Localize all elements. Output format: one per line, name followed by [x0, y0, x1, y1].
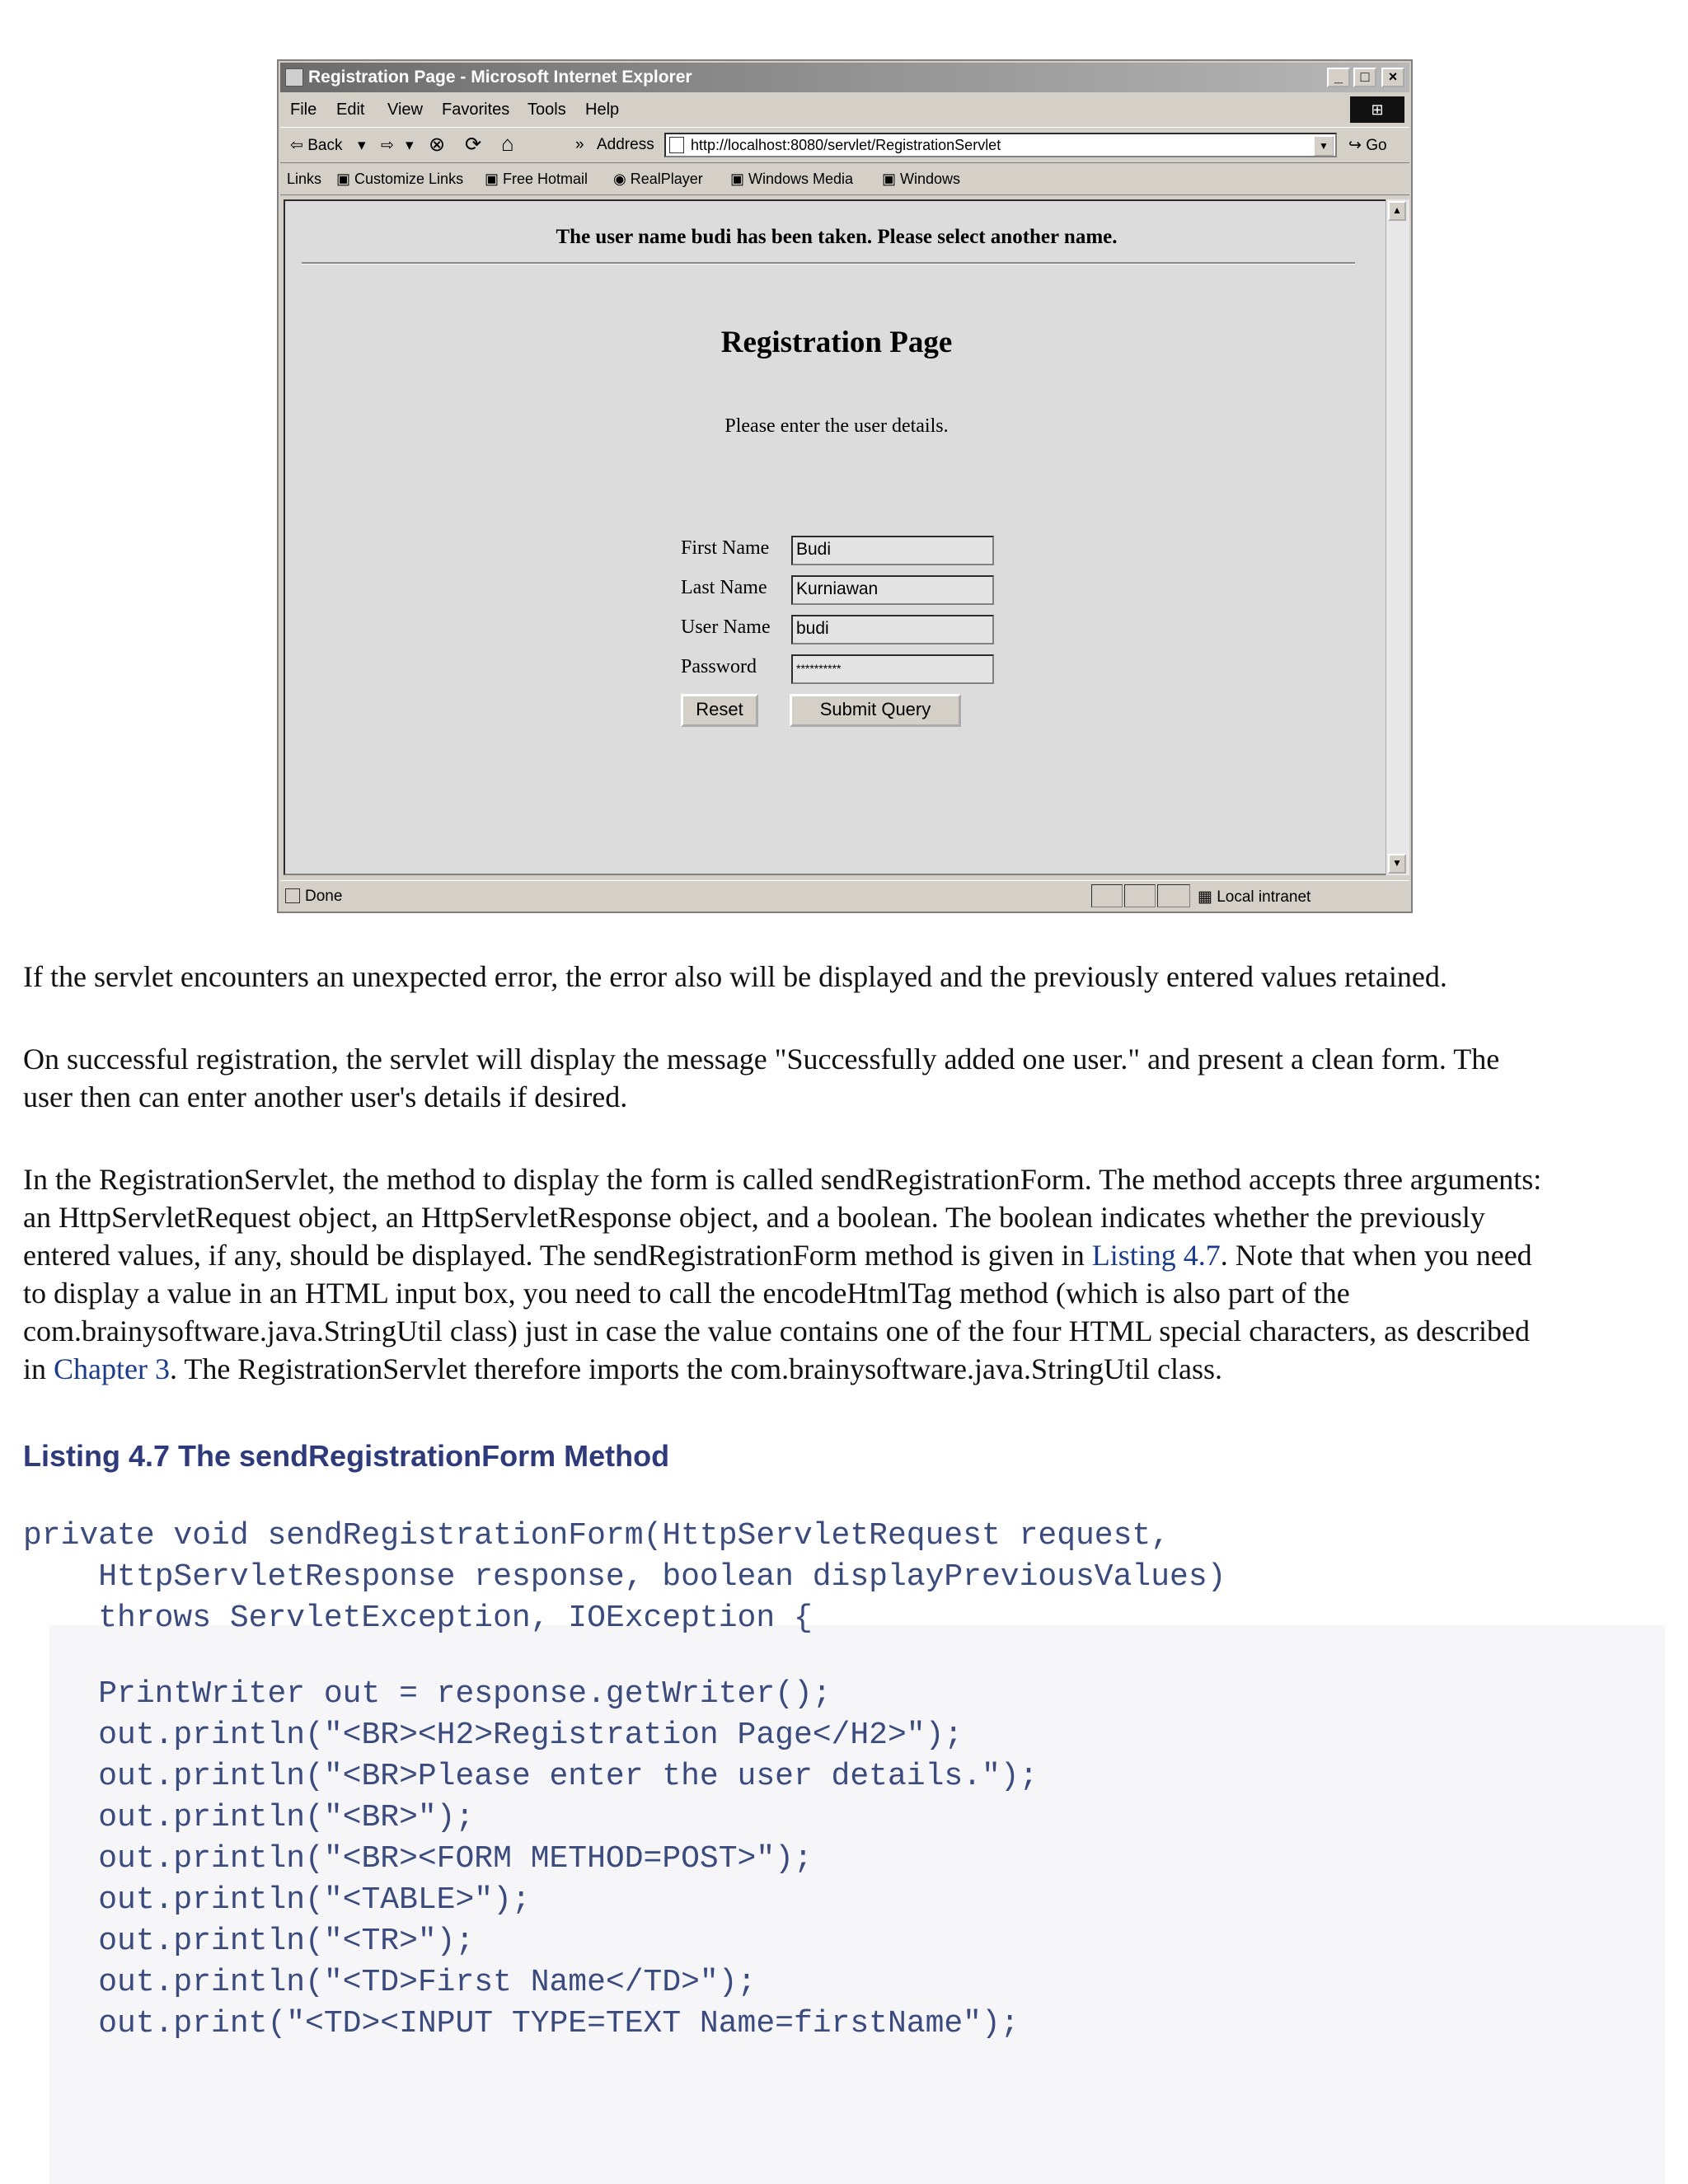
menu-edit[interactable]: Edit	[336, 101, 365, 119]
first-name-label: First Name	[681, 537, 770, 559]
link-customize-links[interactable]: ▣ Customize Links	[336, 171, 464, 187]
address-input[interactable]	[664, 133, 1337, 157]
status-text: Done	[305, 888, 343, 905]
code-line: out.println("<TD>First Name</TD>");	[23, 1965, 757, 2000]
go-arrow-icon: ↪	[1348, 137, 1362, 154]
status-panel	[1124, 884, 1156, 907]
link-windows[interactable]: ▣ Windows	[882, 171, 961, 187]
back-dropdown-icon[interactable]: ▾	[358, 137, 366, 154]
scroll-up-icon[interactable]: ▲	[1388, 201, 1406, 221]
user-name-label: User Name	[681, 616, 771, 638]
text-segment: . The RegistrationServlet therefore imports the com.brainysoftware.java.StringUtil class.	[169, 1352, 1222, 1385]
close-button[interactable]: ×	[1381, 68, 1404, 87]
page-done-icon	[285, 888, 300, 903]
text-line: an HttpServletRequest object, an HttpServletResponse object, and a boolean. The boolean indicates whether the previously	[23, 1201, 1485, 1234]
back-button[interactable]: ⇦ Back	[290, 137, 343, 154]
menu-favorites[interactable]: Favorites	[442, 101, 510, 119]
last-name-label: Last Name	[681, 577, 767, 598]
window-title: Registration Page - Microsoft Internet Explorer	[308, 68, 692, 87]
code-line: HttpServletResponse response, boolean displayPreviousValues)	[23, 1559, 1226, 1595]
error-message: The user name budi has been taken. Please select another name.	[556, 226, 1118, 248]
listing-4-7-link[interactable]: Listing 4.7	[1091, 1239, 1221, 1272]
code-line: out.println("<BR><H2>Registration Page</H2>");	[23, 1718, 964, 1753]
toolbar-overflow-chevron[interactable]: »	[575, 136, 584, 153]
stop-icon[interactable]: ⊗	[429, 134, 446, 156]
address-label: Address	[597, 136, 654, 153]
links-label: Links	[287, 171, 322, 187]
page-viewport	[284, 199, 1390, 875]
text-line	[23, 1350, 1663, 1388]
address-dropdown-icon[interactable]: ▼	[1314, 136, 1334, 156]
code-line: out.println("<BR>");	[23, 1800, 475, 1835]
password-label: Password	[681, 656, 757, 677]
vertical-scrollbar[interactable]	[1386, 199, 1409, 875]
link-label: Windows Media	[748, 171, 854, 187]
menu-bar	[280, 94, 1409, 125]
security-zone	[1198, 888, 1311, 907]
menu-file[interactable]: File	[290, 101, 317, 119]
code-line: PrintWriter out = response.getWriter();	[23, 1676, 832, 1712]
reset-button[interactable]: Reset	[681, 694, 758, 727]
last-name-input[interactable]: Kurniawan	[791, 575, 994, 605]
forward-dropdown-icon[interactable]: ▾	[406, 137, 414, 154]
address-value: http://localhost:8080/servlet/RegistrationServlet	[691, 137, 1001, 153]
status-panel	[1157, 884, 1190, 907]
code-line: out.println("<TABLE>");	[23, 1882, 531, 1918]
submit-query-button[interactable]: Submit Query	[790, 694, 961, 727]
text-line: user then can enter another user's details if desired.	[23, 1080, 628, 1113]
links-bar	[280, 163, 1409, 195]
text-segment: . Note that when you need	[1220, 1239, 1532, 1272]
code-line: private void sendRegistrationForm(HttpServletRequest request,	[23, 1518, 1170, 1554]
forward-button[interactable]: ⇨	[381, 137, 394, 154]
paragraph-send-registration-form	[23, 1160, 1663, 1388]
link-windows-media[interactable]: ▣ Windows Media	[730, 171, 854, 187]
status-panel	[1091, 884, 1123, 907]
intranet-icon: ▦	[1198, 888, 1212, 906]
link-realplayer[interactable]: ◉ RealPlayer	[613, 171, 703, 187]
text-line: In the RegistrationServlet, the method to display the form is called sendRegistrationForm. The method accepts three arguments:	[23, 1163, 1542, 1196]
code-line: throws ServletException, IOException {	[23, 1601, 813, 1636]
link-label: Customize Links	[354, 171, 464, 187]
text-line	[23, 1236, 1663, 1274]
link-label: RealPlayer	[630, 171, 703, 187]
user-name-input[interactable]: budi	[791, 615, 994, 644]
windows-logo-icon: ⊞	[1350, 96, 1404, 123]
scroll-down-icon[interactable]: ▼	[1388, 854, 1406, 874]
go-button[interactable]	[1348, 136, 1387, 155]
ie-app-icon	[285, 68, 303, 87]
text-segment: in	[23, 1352, 54, 1385]
paragraph-error-handling: If the servlet encounters an unexpected error, the error also will be displayed and the previously entered values retained.	[23, 960, 1447, 993]
instruction-text: Please enter the user details.	[724, 415, 949, 437]
chapter-3-link[interactable]: Chapter 3	[54, 1352, 170, 1385]
zone-label: Local intranet	[1217, 888, 1311, 906]
title-bar[interactable]	[280, 63, 1409, 92]
code-line: out.println("<BR><FORM METHOD=POST>");	[23, 1841, 813, 1877]
text-line: to display a value in an HTML input box, you need to call the encodeHtmlTag method (which is also part of the	[23, 1277, 1350, 1310]
maximize-button[interactable]: □	[1353, 68, 1376, 87]
link-label: Windows	[900, 171, 961, 187]
menu-view[interactable]: View	[387, 101, 423, 119]
password-input[interactable]: **********	[791, 654, 994, 684]
horizontal-rule	[302, 262, 1355, 265]
code-line: out.print("<TD><INPUT TYPE=TEXT Name=firstName");	[23, 2006, 1020, 2041]
registration-heading: Registration Page	[720, 326, 953, 359]
menu-tools[interactable]: Tools	[528, 101, 566, 119]
page-icon	[669, 137, 684, 153]
home-icon[interactable]: ⌂	[501, 131, 514, 156]
text-segment: entered values, if any, should be displayed. The sendRegistrationForm method is given in	[23, 1239, 1092, 1272]
text-line: On successful registration, the servlet will display the message "Successfully added one user." and present a clean form. The	[23, 1043, 1500, 1076]
link-label: Free Hotmail	[503, 171, 588, 187]
status-bar	[280, 880, 1409, 911]
code-line: out.println("<TR>");	[23, 1924, 475, 1959]
code-line: out.println("<BR>Please enter the user details.");	[23, 1759, 1039, 1794]
menu-help[interactable]: Help	[585, 101, 620, 119]
minimize-button[interactable]: _	[1327, 68, 1350, 87]
go-label: Go	[1366, 137, 1387, 154]
text-line: com.brainysoftware.java.StringUtil class) just in case the value contains one of the four HTML special characters, as described	[23, 1315, 1531, 1347]
paragraph-success	[23, 1040, 1663, 1116]
navigation-toolbar	[280, 127, 1409, 163]
link-free-hotmail[interactable]: ▣ Free Hotmail	[485, 171, 588, 187]
refresh-icon[interactable]: ⟳	[465, 134, 482, 156]
first-name-input[interactable]: Budi	[791, 536, 994, 565]
listing-title: Listing 4.7 The sendRegistrationForm Method	[23, 1439, 670, 1473]
ie-browser-window	[277, 59, 1413, 913]
